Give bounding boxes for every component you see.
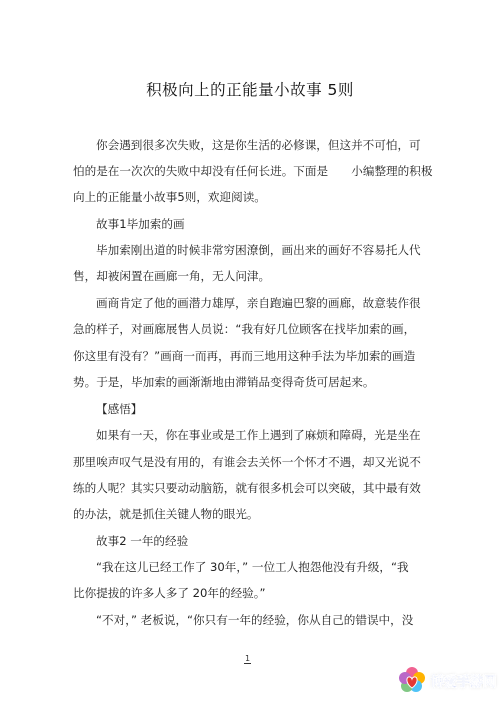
paragraph-line: “不对，” 老板说，“你只有一年的经验，你从自己的错误中，没	[96, 613, 414, 627]
watermark-text: 博爱手游网	[431, 674, 497, 690]
heart-flower-logo-icon	[396, 664, 428, 696]
paragraph-line: 怕的是在一次次的失败中却没有任何长进。下面是 小编整理的积极	[73, 164, 433, 178]
paragraph-line: 毕加索刚出道的时候非常穷困潦倒，画出来的画好不容易托人代	[96, 243, 421, 257]
paragraph-line: 你这里有没有？”画商一而再，再而三地用这种手法为毕加索的画造	[73, 349, 416, 363]
paragraph-line: 画商肯定了他的画潜力雄厚，亲自跑遍巴黎的画廊，故意装作很	[96, 296, 421, 310]
story-heading: 故事2 一年的经验	[96, 534, 189, 548]
paragraph-line: 向上的正能量小故事5则，欢迎阅读。	[73, 190, 266, 204]
paragraph-line: 势。于是，毕加索的画渐渐地由滞销品变得奇货可居起来。	[73, 375, 375, 389]
paragraph-line: “我在这儿已经工作了 30年，” 一位工人抱怨他没有升级，“我	[96, 560, 409, 574]
insight-heading: 【感悟】	[96, 402, 143, 416]
page-number: 1	[245, 654, 251, 663]
paragraph-line: 那里唉声叹气是没有用的，有谁会去关怀一个怀才不遇，却又光说不	[73, 455, 421, 469]
paragraph-line: 比你提拔的许多人多了 20年的经验。”	[73, 586, 266, 600]
paragraph-line: 练的人呢？其实只要动动脑筋，就有很多机会可以突破，其中最有效	[73, 481, 421, 495]
paragraph-line: 如果有一天，你在事业或是工作上遇到了麻烦和障碍，光是坐在	[96, 428, 421, 442]
paragraph-line: 急的样子，对画廊展售人员说：“我有好几位顾客在找毕加索的画，	[73, 322, 416, 336]
site-watermark	[396, 664, 496, 696]
paragraph-line: 售，却被闲置在画廊一角，无人问津。	[73, 269, 271, 283]
paragraph-line: 你会遇到很多次失败，这是你生活的必修课，但这并不可怕，可	[96, 138, 421, 152]
paragraph-line: 的办法，就是抓住关键人物的眼光。	[73, 507, 259, 521]
story-heading: 故事1毕加索的画	[96, 217, 185, 231]
document-title: 积极向上的正能量小故事 5则	[146, 81, 354, 99]
